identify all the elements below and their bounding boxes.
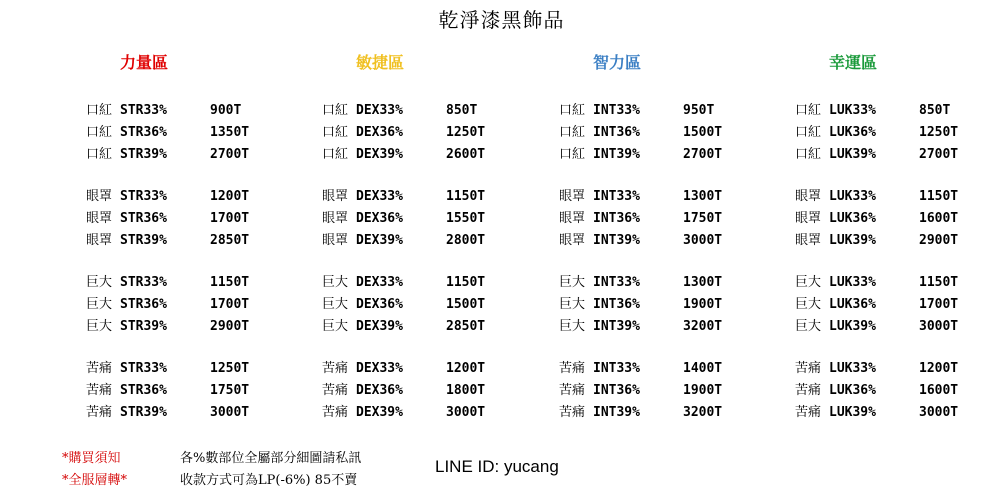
price-row [302, 378, 532, 400]
price-row [302, 400, 532, 422]
item-name: 苦痛 [794, 383, 821, 398]
price-value: 2800T [446, 233, 486, 248]
price-row [66, 98, 296, 120]
column-heading: 幸運區 [829, 53, 878, 72]
item-name: 眼罩 [321, 189, 348, 204]
item-name: 眼罩 [558, 211, 585, 226]
stat-value: DEX39% [356, 319, 403, 334]
item-group [302, 98, 532, 164]
stat-value: INT39% [593, 233, 640, 248]
item-group [302, 270, 532, 336]
price-value: 850T [446, 103, 478, 118]
stat-value: STR33% [120, 189, 167, 204]
stat-value: DEX33% [356, 275, 403, 290]
item-name: 苦痛 [558, 405, 585, 420]
stat-value: DEX33% [356, 189, 403, 204]
stat-value: DEX36% [356, 297, 403, 312]
item-name: 巨大 [321, 297, 348, 312]
stat-value: INT39% [593, 319, 640, 334]
price-value: 1700T [919, 297, 959, 312]
price-value: 1700T [210, 297, 250, 312]
item-name: 苦痛 [794, 361, 821, 376]
stat-value: INT39% [593, 405, 640, 420]
line-id: LINE ID: yucang [435, 457, 559, 476]
stat-value: INT36% [593, 297, 640, 312]
price-value: 1150T [446, 189, 486, 204]
stat-value: DEX36% [356, 125, 403, 140]
price-row [302, 184, 532, 206]
server-transfer-label: *全服層轉* [62, 473, 128, 488]
item-name: 口紅 [85, 125, 112, 140]
stat-value: STR33% [120, 103, 167, 118]
item-name: 口紅 [558, 147, 585, 162]
item-name: 眼罩 [85, 211, 112, 226]
column-heading: 智力區 [593, 53, 642, 72]
item-name: 巨大 [321, 275, 348, 290]
item-name: 巨大 [85, 275, 112, 290]
stat-value: INT39% [593, 147, 640, 162]
item-name: 巨大 [794, 275, 821, 290]
price-row [66, 206, 296, 228]
item-name: 巨大 [558, 275, 585, 290]
price-row [539, 314, 769, 336]
price-value: 3200T [683, 405, 723, 420]
price-value: 1800T [446, 383, 486, 398]
stat-value: DEX39% [356, 405, 403, 420]
price-row [66, 184, 296, 206]
item-group [775, 98, 1003, 164]
stat-value: LUK39% [829, 147, 876, 162]
price-column [775, 50, 1003, 422]
stat-value: LUK33% [829, 103, 876, 118]
item-name: 眼罩 [321, 233, 348, 248]
price-row [539, 270, 769, 292]
price-value: 1300T [683, 189, 723, 204]
payment-method-text: 收款方式可為LP(-6%) 85不賣 [180, 473, 358, 488]
price-row [775, 184, 1003, 206]
price-row [302, 142, 532, 164]
stat-value: STR36% [120, 297, 167, 312]
price-column [539, 50, 769, 422]
price-row [66, 378, 296, 400]
column-heading: 敏捷區 [356, 53, 405, 72]
price-row [775, 120, 1003, 142]
price-row [66, 228, 296, 250]
stat-value: DEX36% [356, 383, 403, 398]
stat-value: LUK33% [829, 189, 876, 204]
item-group [302, 184, 532, 250]
price-row [539, 292, 769, 314]
price-row [775, 356, 1003, 378]
price-row [66, 120, 296, 142]
item-name: 眼罩 [85, 189, 112, 204]
price-row [302, 270, 532, 292]
item-group [302, 356, 532, 422]
price-value: 1700T [210, 211, 250, 226]
item-group [66, 356, 296, 422]
price-value: 1200T [446, 361, 486, 376]
stat-value: INT36% [593, 383, 640, 398]
price-value: 1900T [683, 383, 723, 398]
item-name: 苦痛 [321, 361, 348, 376]
stat-value: STR39% [120, 405, 167, 420]
price-value: 1400T [683, 361, 723, 376]
price-value: 1350T [210, 125, 250, 140]
item-group [66, 98, 296, 164]
price-value: 2850T [210, 233, 250, 248]
stat-value: STR36% [120, 383, 167, 398]
price-column [66, 50, 296, 422]
stat-value: LUK33% [829, 361, 876, 376]
stat-value: LUK39% [829, 233, 876, 248]
stat-value: STR33% [120, 361, 167, 376]
price-row [775, 292, 1003, 314]
price-value: 2700T [210, 147, 250, 162]
stat-value: DEX33% [356, 103, 403, 118]
stat-value: INT33% [593, 103, 640, 118]
price-value: 3200T [683, 319, 723, 334]
item-name: 眼罩 [558, 189, 585, 204]
item-name: 眼罩 [85, 233, 112, 248]
notes-texts [180, 448, 361, 492]
price-value: 3000T [210, 405, 250, 420]
stat-value: LUK36% [829, 383, 876, 398]
price-row [302, 206, 532, 228]
item-name: 苦痛 [85, 383, 112, 398]
item-name: 眼罩 [794, 189, 821, 204]
price-row [539, 98, 769, 120]
purchase-notice-text: 各%數部位全屬部分細圖請私訊 [180, 451, 362, 466]
item-name: 苦痛 [558, 383, 585, 398]
item-name: 巨大 [558, 319, 585, 334]
item-name: 口紅 [321, 147, 348, 162]
stat-value: INT36% [593, 125, 640, 140]
price-value: 2700T [683, 147, 723, 162]
price-row [66, 314, 296, 336]
item-name: 口紅 [794, 125, 821, 140]
price-value: 1250T [210, 361, 250, 376]
price-row [775, 98, 1003, 120]
price-value: 1550T [446, 211, 486, 226]
price-value: 2900T [210, 319, 250, 334]
purchase-notice-label: *購買須知 [62, 451, 121, 466]
price-value: 1750T [210, 383, 250, 398]
item-name: 眼罩 [794, 211, 821, 226]
price-row [775, 378, 1003, 400]
price-value: 1150T [919, 189, 959, 204]
price-row [302, 292, 532, 314]
item-group [539, 270, 769, 336]
column-heading: 力量區 [120, 53, 169, 72]
stat-value: INT36% [593, 211, 640, 226]
item-name: 苦痛 [321, 383, 348, 398]
item-name: 苦痛 [558, 361, 585, 376]
stat-value: LUK33% [829, 275, 876, 290]
item-name: 口紅 [85, 147, 112, 162]
stat-value: DEX36% [356, 211, 403, 226]
price-value: 1300T [683, 275, 723, 290]
item-group [775, 184, 1003, 250]
price-row [302, 98, 532, 120]
price-row [66, 270, 296, 292]
item-name: 口紅 [558, 125, 585, 140]
price-row [66, 292, 296, 314]
price-value: 1600T [919, 383, 959, 398]
price-value: 1250T [919, 125, 959, 140]
item-name: 眼罩 [794, 233, 821, 248]
price-row [539, 356, 769, 378]
price-value: 900T [210, 103, 242, 118]
stat-value: LUK39% [829, 405, 876, 420]
price-value: 1900T [683, 297, 723, 312]
price-value: 1500T [446, 297, 486, 312]
price-value: 2700T [919, 147, 959, 162]
price-row [302, 356, 532, 378]
price-row [539, 228, 769, 250]
price-value: 1150T [210, 275, 250, 290]
stat-value: DEX33% [356, 361, 403, 376]
stat-value: STR39% [120, 319, 167, 334]
price-row [302, 314, 532, 336]
price-value: 1250T [446, 125, 486, 140]
price-row [775, 270, 1003, 292]
item-name: 巨大 [794, 319, 821, 334]
price-value: 950T [683, 103, 715, 118]
price-row [539, 142, 769, 164]
price-value: 1600T [919, 211, 959, 226]
stat-value: LUK36% [829, 211, 876, 226]
item-group [66, 270, 296, 336]
item-name: 巨大 [321, 319, 348, 334]
price-row [66, 400, 296, 422]
item-group [775, 356, 1003, 422]
price-row [539, 378, 769, 400]
price-row [302, 120, 532, 142]
stat-value: LUK36% [829, 297, 876, 312]
item-group [539, 356, 769, 422]
item-group [539, 98, 769, 164]
price-row [66, 356, 296, 378]
item-name: 口紅 [321, 103, 348, 118]
price-value: 1200T [210, 189, 250, 204]
stat-value: STR39% [120, 147, 167, 162]
stat-value: STR36% [120, 211, 167, 226]
price-row [539, 120, 769, 142]
stat-value: INT33% [593, 189, 640, 204]
item-name: 苦痛 [85, 361, 112, 376]
item-name: 苦痛 [85, 405, 112, 420]
item-name: 眼罩 [321, 211, 348, 226]
item-name: 口紅 [794, 147, 821, 162]
price-value: 1500T [683, 125, 723, 140]
price-row [775, 400, 1003, 422]
stat-value: LUK36% [829, 125, 876, 140]
price-value: 1200T [919, 361, 959, 376]
stat-value: INT33% [593, 361, 640, 376]
item-name: 口紅 [558, 103, 585, 118]
stat-value: INT33% [593, 275, 640, 290]
price-row [539, 184, 769, 206]
stat-value: STR33% [120, 275, 167, 290]
price-row [775, 142, 1003, 164]
item-name: 口紅 [794, 103, 821, 118]
item-name: 苦痛 [794, 405, 821, 420]
item-name: 苦痛 [321, 405, 348, 420]
price-row [775, 206, 1003, 228]
notes-labels [62, 448, 127, 492]
price-value: 1750T [683, 211, 723, 226]
price-value: 3000T [919, 405, 959, 420]
page-title: 乾淨漆黑飾品 [438, 8, 565, 32]
price-value: 3000T [446, 405, 486, 420]
item-name: 巨大 [85, 297, 112, 312]
item-name: 巨大 [85, 319, 112, 334]
item-group [775, 270, 1003, 336]
price-column [302, 50, 532, 422]
price-value: 2850T [446, 319, 486, 334]
item-group [539, 184, 769, 250]
item-name: 巨大 [558, 297, 585, 312]
price-value: 3000T [683, 233, 723, 248]
price-row [775, 228, 1003, 250]
price-row [302, 228, 532, 250]
price-value: 3000T [919, 319, 959, 334]
price-value: 1150T [446, 275, 486, 290]
price-value: 1150T [919, 275, 959, 290]
price-value: 2900T [919, 233, 959, 248]
price-row [539, 400, 769, 422]
item-name: 口紅 [321, 125, 348, 140]
price-row [775, 314, 1003, 336]
item-name: 口紅 [85, 103, 112, 118]
item-name: 眼罩 [558, 233, 585, 248]
stat-value: DEX39% [356, 233, 403, 248]
item-name: 巨大 [794, 297, 821, 312]
stat-value: DEX39% [356, 147, 403, 162]
stat-value: STR39% [120, 233, 167, 248]
price-value: 2600T [446, 147, 486, 162]
price-row [66, 142, 296, 164]
item-group [66, 184, 296, 250]
price-row [539, 206, 769, 228]
price-value: 850T [919, 103, 951, 118]
stat-value: LUK39% [829, 319, 876, 334]
stat-value: STR36% [120, 125, 167, 140]
